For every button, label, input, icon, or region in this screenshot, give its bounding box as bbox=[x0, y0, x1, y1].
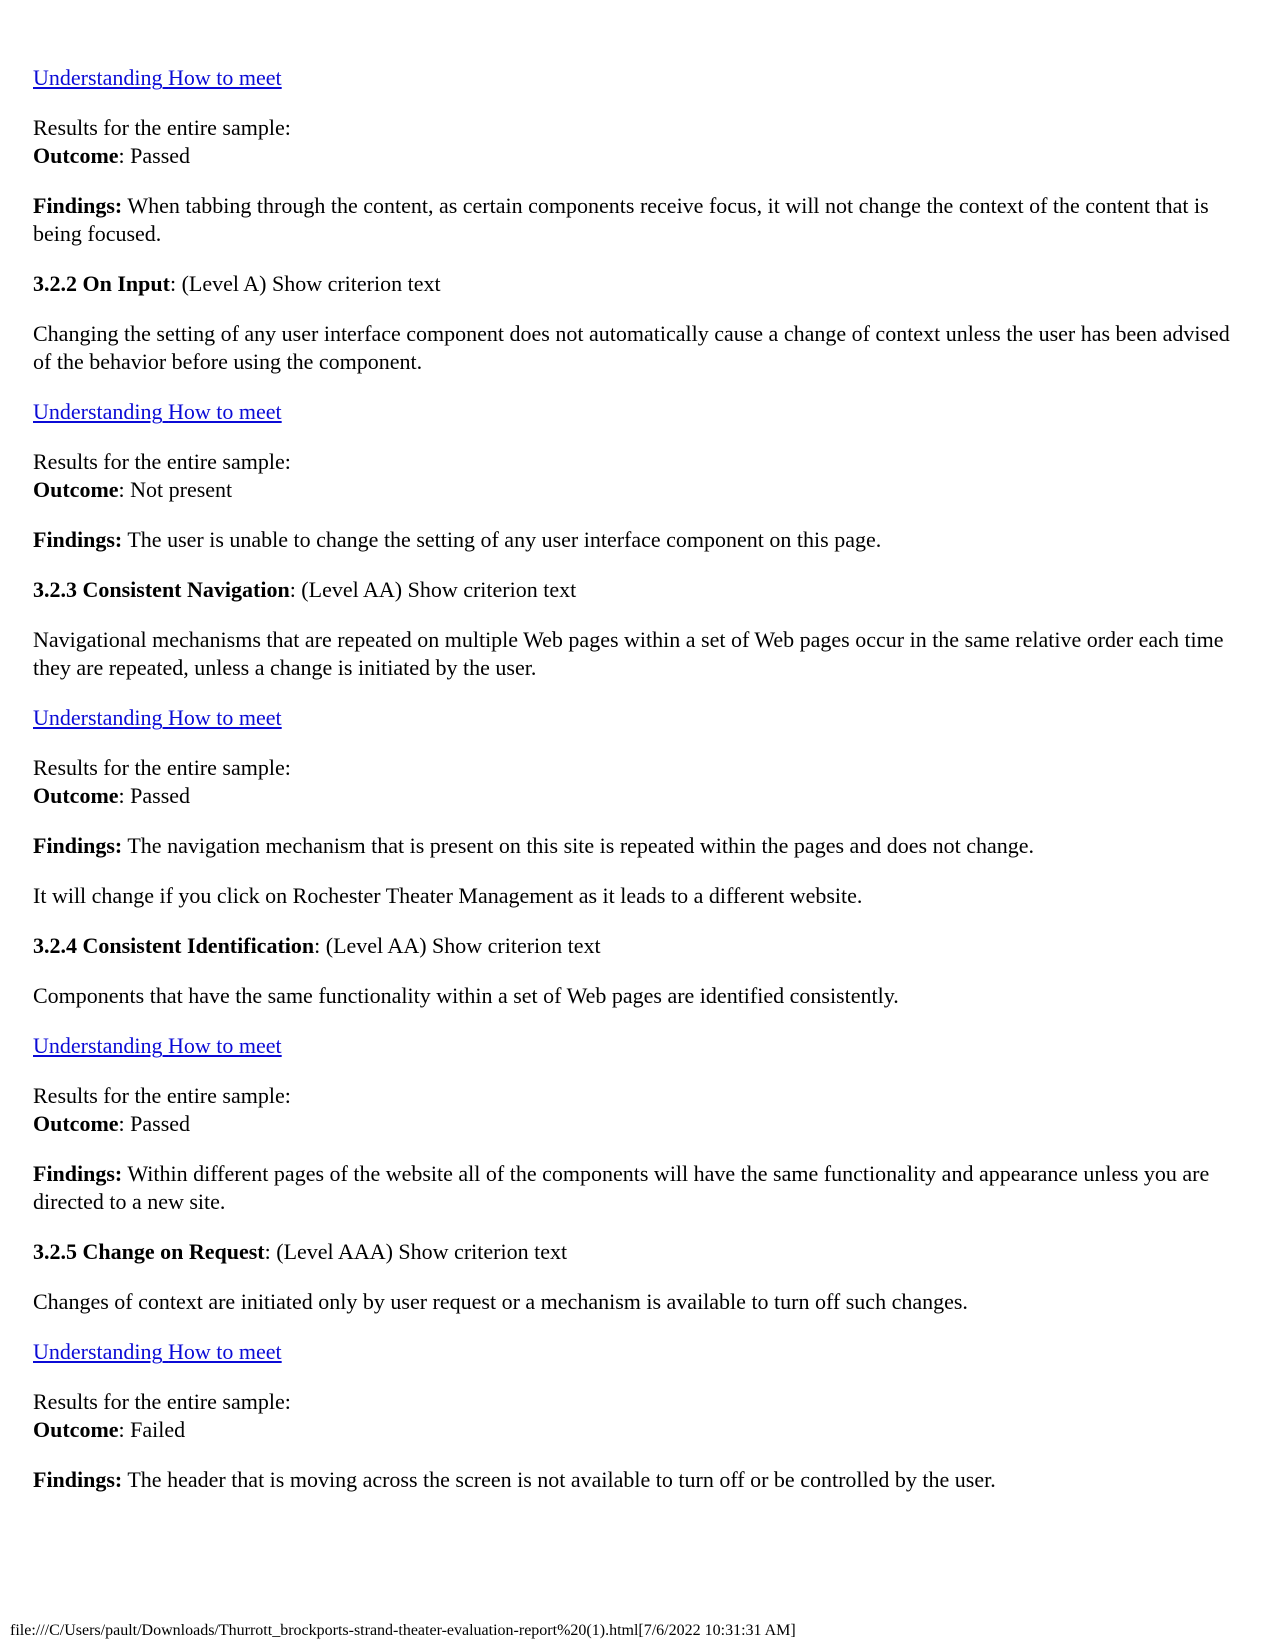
how-to-meet-link[interactable]: How to meet bbox=[168, 65, 282, 90]
outcome-label: Outcome bbox=[33, 1417, 119, 1442]
findings bbox=[33, 1466, 1233, 1494]
findings bbox=[33, 832, 1233, 860]
criterion-text: Changing the setting of any user interface component does not automatically cause a change of context unless the user has been advised of the behavior before using the component. bbox=[33, 321, 1230, 374]
criterion-title: 3.2.2 On Input bbox=[33, 271, 170, 296]
links-row bbox=[33, 1032, 1233, 1060]
understanding-link[interactable]: Understanding bbox=[33, 1339, 163, 1364]
outcome-label: Outcome bbox=[33, 783, 119, 808]
findings bbox=[33, 192, 1233, 248]
outcome-label: Outcome bbox=[33, 143, 119, 168]
links-row bbox=[33, 64, 1233, 92]
criterion-title: 3.2.4 Consistent Identification bbox=[33, 933, 315, 958]
file-path-footer: file:///C/Users/pault/Downloads/Thurrott_brockports-strand-theater-evaluation-report%20(1).html[7/6/2022 10:31:31 AM] bbox=[10, 1622, 796, 1639]
criterion-heading bbox=[33, 576, 1233, 604]
findings-text: The user is unable to change the setting of any user interface component on this page. bbox=[122, 527, 882, 552]
criterion-heading bbox=[33, 270, 1233, 298]
criterion-heading bbox=[33, 932, 1233, 960]
criterion-level: : (Level AA) Show criterion text bbox=[314, 933, 601, 958]
results-label: Results for the entire sample: bbox=[33, 115, 291, 140]
how-to-meet-link[interactable]: How to meet bbox=[168, 705, 282, 730]
findings-extra: It will change if you click on Rochester Theater Management as it leads to a different website. bbox=[33, 883, 863, 908]
links-row bbox=[33, 704, 1233, 732]
criterion-text: Navigational mechanisms that are repeated on multiple Web pages within a set of Web pages occur in the same relative order each time they are repeated, unless a change is initiated by the user. bbox=[33, 627, 1224, 680]
outcome-value: : Failed bbox=[118, 1417, 186, 1442]
links-row bbox=[33, 398, 1233, 426]
understanding-link[interactable]: Understanding bbox=[33, 1033, 163, 1058]
results-block bbox=[33, 114, 1233, 170]
outcome-value: : Passed bbox=[118, 783, 191, 808]
links-row bbox=[33, 1338, 1233, 1366]
findings-label: Findings: bbox=[33, 1161, 123, 1186]
how-to-meet-link[interactable]: How to meet bbox=[168, 1033, 282, 1058]
criterion-text: Components that have the same functionality within a set of Web pages are identified consistently. bbox=[33, 983, 899, 1008]
criterion-title: 3.2.5 Change on Request bbox=[33, 1239, 265, 1264]
outcome-value: : Passed bbox=[118, 1111, 191, 1136]
report-page bbox=[33, 64, 1233, 1516]
findings-text: The header that is moving across the screen is not available to turn off or be controlled by the user. bbox=[122, 1467, 996, 1492]
understanding-link[interactable]: Understanding bbox=[33, 65, 163, 90]
outcome-value: : Passed bbox=[118, 143, 191, 168]
outcome-label: Outcome bbox=[33, 1111, 119, 1136]
results-block bbox=[33, 448, 1233, 504]
criterion-level: : (Level A) Show criterion text bbox=[169, 271, 441, 296]
understanding-link[interactable]: Understanding bbox=[33, 399, 163, 424]
results-label: Results for the entire sample: bbox=[33, 449, 291, 474]
criterion-heading bbox=[33, 1238, 1233, 1266]
findings-label: Findings: bbox=[33, 193, 123, 218]
criterion-title: 3.2.3 Consistent Navigation bbox=[33, 577, 290, 602]
criterion-text: Changes of context are initiated only by user request or a mechanism is available to turn off such changes. bbox=[33, 1289, 968, 1314]
findings-label: Findings: bbox=[33, 527, 123, 552]
findings-text: When tabbing through the content, as certain components receive focus, it will not change the context of the content that is being focused. bbox=[33, 193, 1209, 246]
results-label: Results for the entire sample: bbox=[33, 755, 291, 780]
findings bbox=[33, 1160, 1233, 1216]
criterion-level: : (Level AA) Show criterion text bbox=[289, 577, 577, 602]
criterion-level: : (Level AAA) Show criterion text bbox=[264, 1239, 568, 1264]
findings-label: Findings: bbox=[33, 1467, 123, 1492]
results-label: Results for the entire sample: bbox=[33, 1083, 291, 1108]
results-block bbox=[33, 1082, 1233, 1138]
outcome-label: Outcome bbox=[33, 477, 119, 502]
results-block bbox=[33, 1388, 1233, 1444]
understanding-link[interactable]: Understanding bbox=[33, 705, 163, 730]
outcome-value: : Not present bbox=[118, 477, 233, 502]
results-label: Results for the entire sample: bbox=[33, 1389, 291, 1414]
findings-text: Within different pages of the website all of the components will have the same functionality and appearance unless you are directed to a new site. bbox=[33, 1161, 1210, 1214]
how-to-meet-link[interactable]: How to meet bbox=[168, 399, 282, 424]
results-block bbox=[33, 754, 1233, 810]
findings-text: The navigation mechanism that is present on this site is repeated within the pages and does not change. bbox=[122, 833, 1035, 858]
how-to-meet-link[interactable]: How to meet bbox=[168, 1339, 282, 1364]
findings-label: Findings: bbox=[33, 833, 123, 858]
findings bbox=[33, 526, 1233, 554]
